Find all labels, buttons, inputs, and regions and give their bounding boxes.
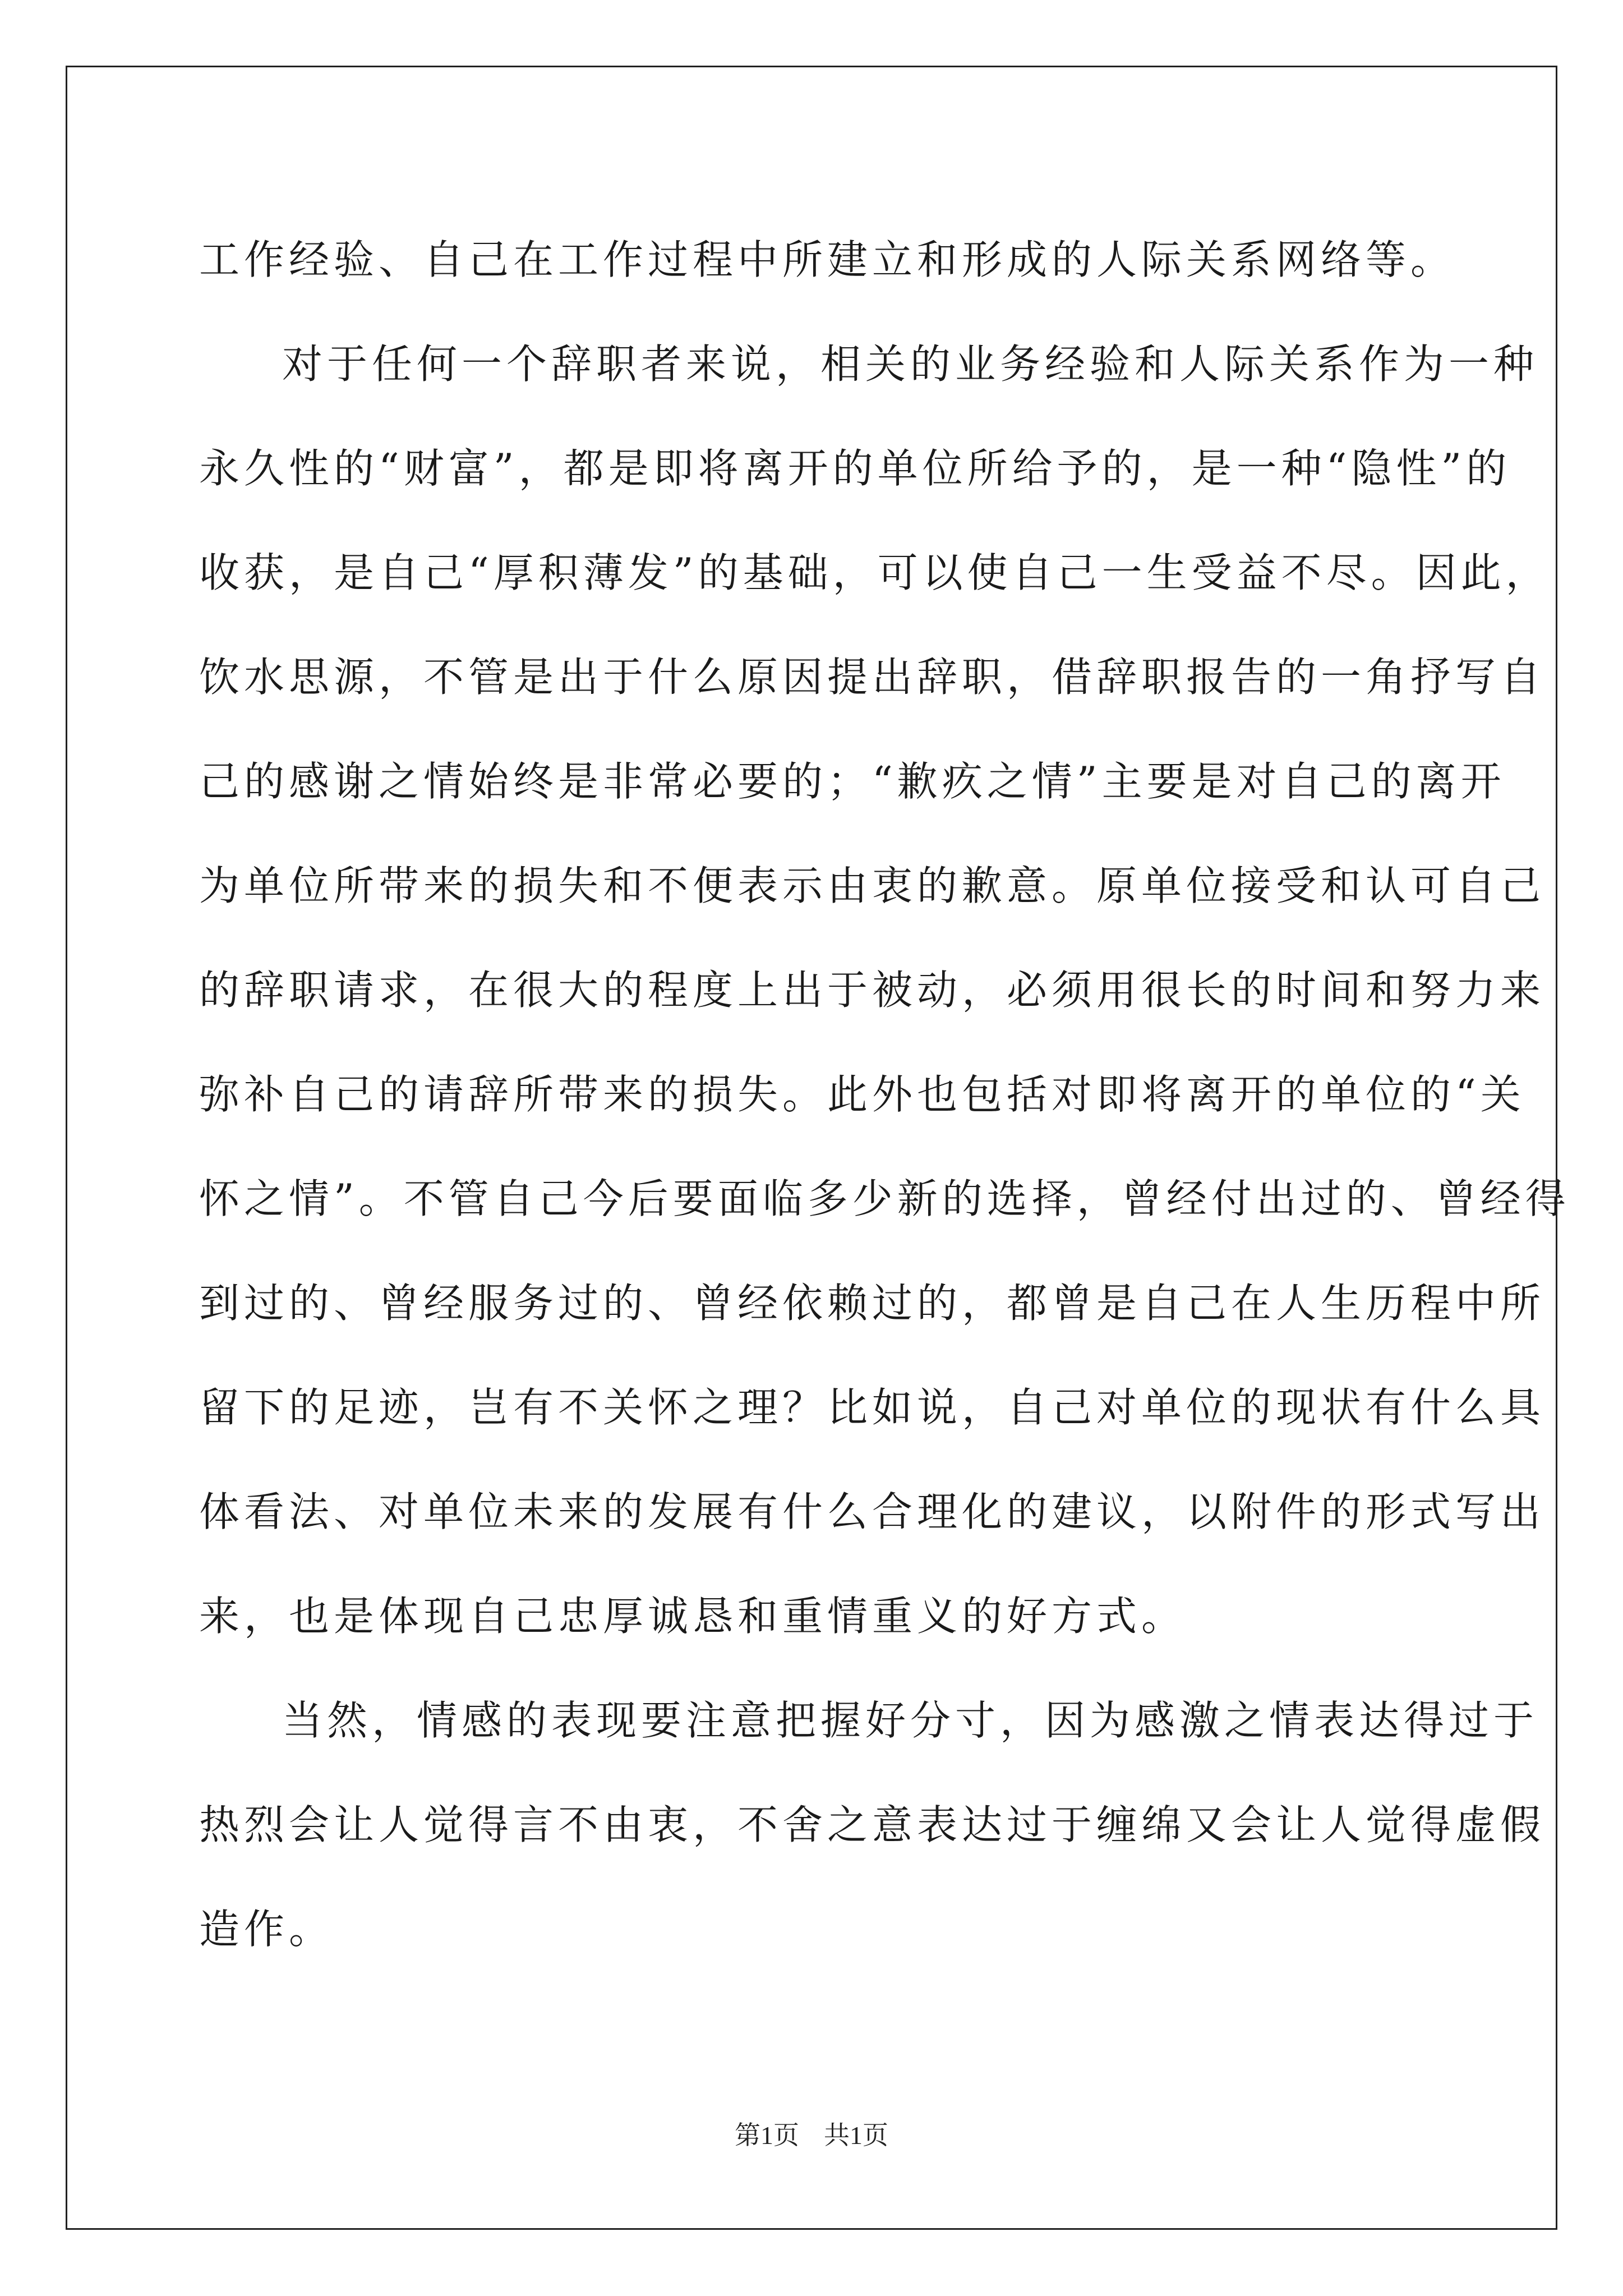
text-line: 当然，情感的表现要注意把握好分寸，因为感激之情表达得过于: [282, 1697, 1539, 1744]
page-footer: [0, 2115, 1623, 2152]
text-line: 到过的、曾经服务过的、曾经依赖过的，都曾是自己在人生历程中所: [199, 1280, 1546, 1327]
text-line: 热烈会让人觉得言不由衷，不舍之意表达过于缠绵又会让人觉得虚假: [199, 1801, 1546, 1848]
text-line: 的辞职请求，在很大的程度上出于被动，必须用很长的时间和努力来: [199, 967, 1546, 1014]
text-line: 工作经验、自己在工作过程中所建立和形成的人际关系网络等。: [199, 236, 1456, 283]
text-line: 对于任何一个辞职者来说，相关的业务经验和人际关系作为一种: [282, 341, 1539, 388]
text-line: 弥补自己的请辞所带来的损失。此外也包括对即将离开的单位的“关: [199, 1071, 1525, 1118]
text-line: 留下的足迹，岂有不关怀之理？比如说，自己对单位的现状有什么具: [199, 1384, 1546, 1431]
text-line: 怀之情”。不管自己今后要面临多少新的选择，曾经付出过的、曾经得: [199, 1175, 1570, 1222]
paragraph-1: [199, 208, 1456, 312]
text-line: 造作。: [199, 1906, 334, 1953]
text-line: 己的感谢之情始终是非常必要的；“歉疚之情”主要是对自己的离开: [199, 758, 1506, 805]
document-body: [199, 208, 1570, 1981]
text-line: 体看法、对单位未来的发展有什么合理化的建议，以附件的形式写出: [199, 1488, 1546, 1535]
text-line: 来，也是体现自己忠厚诚恳和重情重义的好方式。: [199, 1593, 1187, 1640]
paragraph-2: [199, 312, 1570, 1668]
text-line: 收获，是自己“厚积薄发”的基础，可以使自己一生受益不尽。因此，: [199, 549, 1551, 596]
text-line: 为单位所带来的损失和不便表示由衷的歉意。原单位接受和认可自己: [199, 862, 1546, 909]
page-number: 第1页: [735, 2121, 799, 2150]
paragraph-3: [199, 1668, 1546, 1981]
text-line: 永久性的“财富”，都是即将离开的单位所给予的，是一种“隐性”的: [199, 445, 1511, 492]
text-line: 饮水思源，不管是出于什么原因提出辞职，借辞职报告的一角抒写自: [199, 654, 1546, 701]
page-total: 共1页: [824, 2121, 888, 2150]
